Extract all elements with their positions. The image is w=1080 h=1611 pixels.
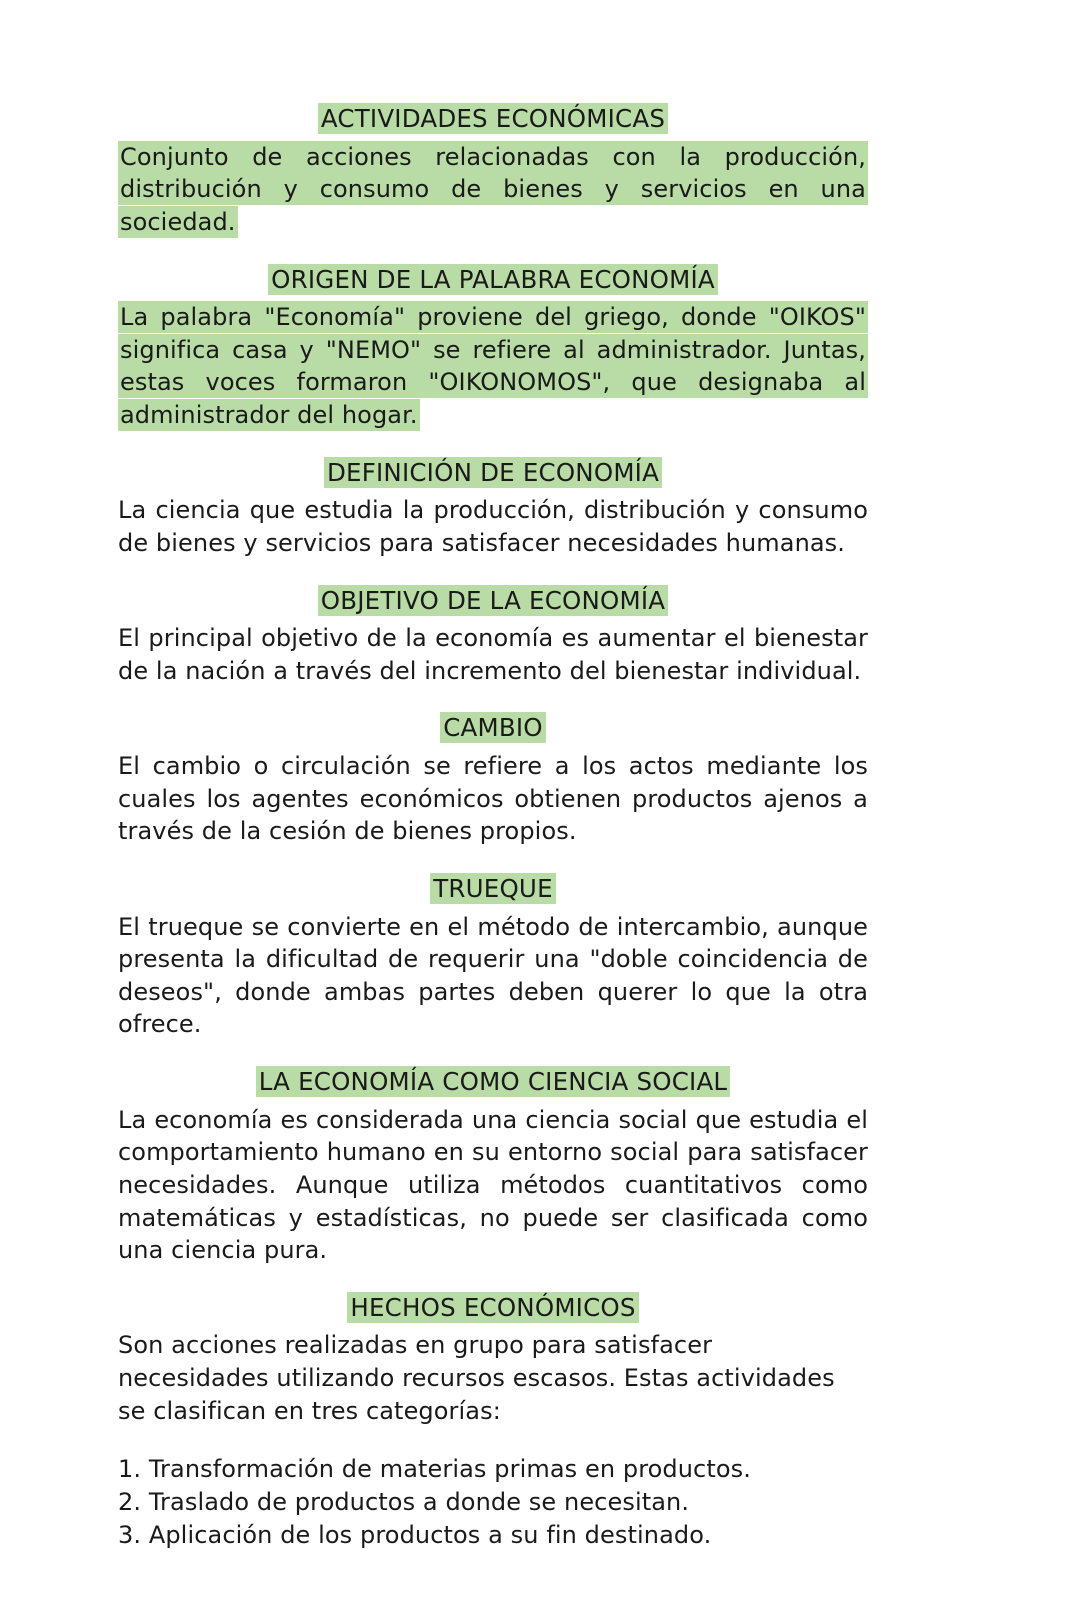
section-definicion-economia: [118, 458, 868, 560]
section-heading: [118, 586, 868, 617]
section-heading: [118, 104, 868, 135]
section-heading-text: CAMBIO: [440, 712, 546, 743]
section-heading: [118, 874, 868, 905]
section-heading-text: TRUEQUE: [430, 873, 556, 904]
section-heading-text: OBJETIVO DE LA ECONOMÍA: [318, 585, 669, 616]
section-paragraph: [118, 141, 868, 239]
section-heading: [118, 265, 868, 296]
section-paragraph: La ciencia que estudia la producción, distribución y consumo de bienes y servicios para satisfacer necesidades humanas.: [118, 496, 868, 557]
section-actividades-economicas: [118, 104, 868, 239]
numbered-list: [118, 1453, 868, 1551]
section-objetivo-economia: [118, 586, 868, 688]
section-heading-text: DEFINICIÓN DE ECONOMÍA: [324, 457, 662, 488]
section-heading-text: HECHOS ECONÓMICOS: [347, 1292, 638, 1323]
list-item: 1. Transformación de materias primas en productos.: [118, 1455, 751, 1484]
section-paragraph: Son acciones realizadas en grupo para satisfacer necesidades utilizando recursos escasos. Estas actividades se clasifican en tres categorías:: [118, 1331, 835, 1425]
section-heading-text: ORIGEN DE LA PALABRA ECONOMÍA: [268, 264, 718, 295]
section-heading: [118, 1293, 868, 1324]
list-item: 2. Traslado de productos a donde se necesitan.: [118, 1487, 690, 1516]
section-paragraph: El trueque se convierte en el método de intercambio, aunque presenta la dificultad de requerir una "doble coincidencia de deseos", donde ambas partes deben querer lo que la otra ofrece.: [118, 912, 868, 1039]
list-item: 3. Aplicación de los productos a su fin destinado.: [118, 1520, 712, 1549]
section-heading: [118, 458, 868, 489]
section-economia-ciencia-social: [118, 1067, 868, 1267]
section-paragraph: El principal objetivo de la economía es aumentar el bienestar de la nación a través del incremento del bienestar individual.: [118, 624, 868, 685]
hechos-economicos-list: [118, 1453, 868, 1551]
section-heading-text: LA ECONOMÍA COMO CIENCIA SOCIAL: [256, 1066, 731, 1097]
section-paragraph-text: La palabra "Economía" proviene del griego, donde "OIKOS" significa casa y "NEMO" se refiere al administrador. Juntas, estas voces formaron "OIKONOMOS", que designaba al administrador del hogar.: [120, 303, 866, 429]
section-origen-palabra-economia: [118, 265, 868, 432]
section-paragraph: [118, 301, 868, 432]
section-cambio: [118, 713, 868, 848]
section-trueque: [118, 874, 868, 1041]
section-heading-text: ACTIVIDADES ECONÓMICAS: [318, 103, 668, 134]
section-paragraph: El cambio o circulación se refiere a los actos mediante los cuales los agentes económicos obtienen productos ajenos a través de la cesión de bienes propios.: [118, 752, 868, 846]
section-heading: [118, 1067, 868, 1098]
section-paragraph: La economía es considerada una ciencia social que estudia el comportamiento humano en su entorno social para satisfacer necesidades. Aunque utiliza métodos cuantitativos como matemáticas y estadísticas, no puede ser clasificada como una ciencia pura.: [118, 1105, 868, 1265]
document-body: [118, 104, 868, 1551]
section-heading: [118, 713, 868, 744]
section-hechos-economicos: [118, 1293, 868, 1428]
section-paragraph-text: Conjunto de acciones relacionadas con la producción, distribución y consumo de bienes y servicios en una sociedad.: [120, 142, 866, 236]
